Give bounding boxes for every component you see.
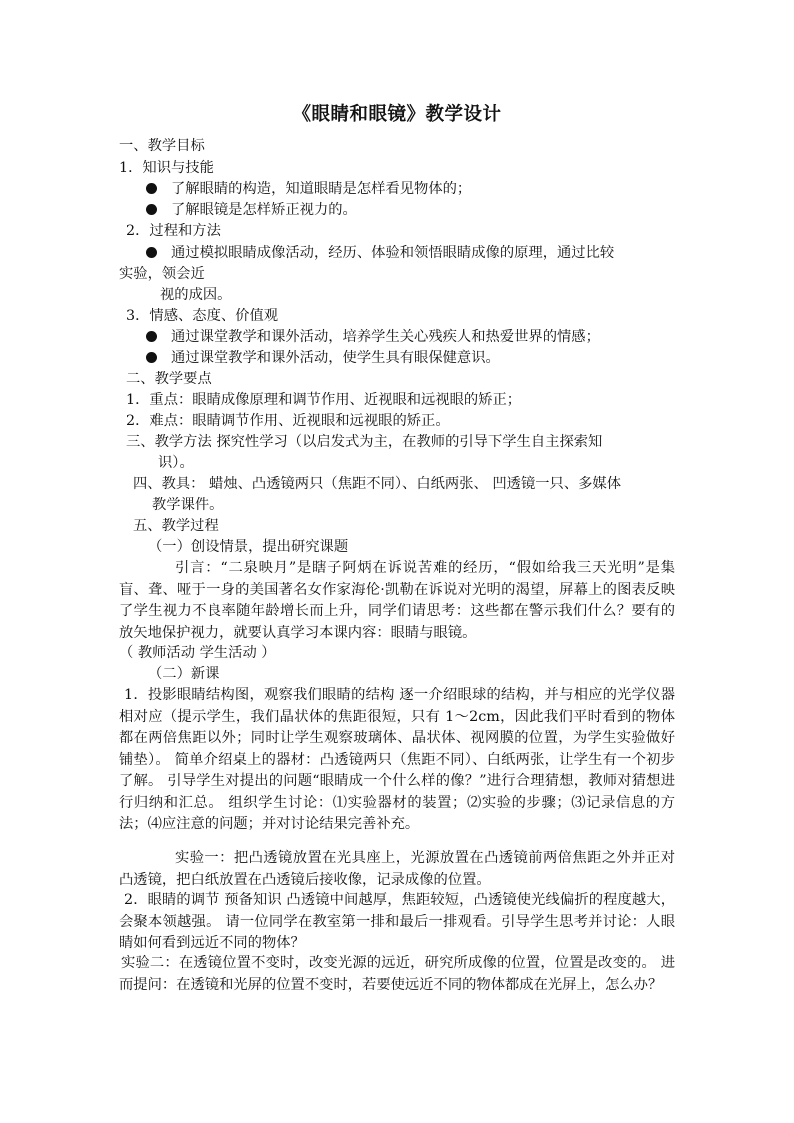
- bullet-text: 了解眼睛的构造，知道眼睛是怎样看见物体的；: [171, 181, 472, 197]
- section-heading-objectives: 一、教学目标: [119, 138, 205, 154]
- section-heading-process: 五、教学过程: [133, 518, 219, 534]
- bullet-icon: [146, 352, 157, 363]
- subheading-new-lesson: （二）新课: [148, 666, 220, 682]
- bullet-continuation: 实验，领会近: [119, 266, 205, 282]
- section-materials-cont: 教学课件。: [152, 497, 224, 513]
- bullet-icon: [146, 247, 157, 258]
- bullet-text: 通过课堂教学和课外活动，培养学生关心残疾人和热爱世界的情感；: [171, 329, 600, 345]
- subheading-scenario: （一）创设情景，提出研究课题: [148, 539, 349, 555]
- subheading-values: 3．情感、态度、价值观: [126, 308, 279, 324]
- bullet-icon: [146, 331, 157, 342]
- bullet-item: [146, 200, 357, 222]
- keypoint-item: 2．难点：眼睛调节作用、近视眼和远视眼的矫正。: [126, 413, 450, 429]
- subheading-knowledge: 1．知识与技能: [119, 160, 214, 176]
- section-materials: 四、教具： 蜡烛、凸透镜两只（焦距不同）、白纸两张、 凹透镜一只、多媒体: [133, 476, 622, 492]
- activity-roles: （ 教师活动 学生活动 ）: [119, 645, 276, 661]
- bullet-item: [146, 243, 614, 265]
- subheading-process: 2．过程和方法: [126, 223, 221, 239]
- bullet-icon: [146, 183, 157, 194]
- lesson-paragraph-2: 2．眼睛的调节 预备知识 凸透镜中间越厚，焦距较短，凸透镜使光线偏折的程度越大，会聚本领越强。 请一位同学在教室第一排和最后一排观看。引导学生思考并讨论：人眼睛如何看到远近不同的物体？: [119, 892, 675, 951]
- bullet-item: [146, 348, 500, 370]
- section-methods-cont: 识）。: [158, 455, 194, 471]
- bullet-text: 通过课堂教学和课外活动，使学生具有眼保健意识。: [171, 350, 500, 366]
- experiment-one: 实验一：把凸透镜放置在光具座上，光源放置在凸透镜前两倍焦距之外并正对凸透镜，把白纸放置在凸透镜后接收像，记录成像的位置。: [119, 850, 675, 888]
- bullet-item: [146, 179, 471, 201]
- bullet-icon: [146, 204, 157, 215]
- document-title: 《眼睛和眼镜》教学设计: [292, 104, 502, 125]
- section-methods: 三、教学方法 探究性学习（以启发式为主，在教师的引导下学生自主探索知: [126, 434, 603, 450]
- bullet-text: 了解眼镜是怎样矫正视力的。: [171, 202, 357, 218]
- lesson-paragraph-1: 1．投影眼睛结构图，观察我们眼睛的结构 逐一介绍眼球的结构，并与相应的光学仪器相对应（提示学生，我们晶状体的焦距很短，只有 1～2cm，因此我们平时看到的物体都在两倍焦距以外；同时让学生观察玻璃体、晶状体、视网膜的位置，为学生实验做好铺垫）。 简单介绍桌上的器材：凸透镜两只（焦距不同）、白纸两张，让学生有一个初步了解。 引导学生对提出的问题“眼睛成一个什么样的像？”进行合理猜想，教师对猜想进行归纳和汇总。 组织学生讨论：⑴实验器材的装置；⑵实验的步骤；⑶记录信息的方法；⑷应注意的问题；并对讨论结果完善补充。: [119, 687, 675, 832]
- section-heading-keypoints: 二、教学要点: [126, 371, 212, 387]
- bullet-continuation: 视的成因。: [160, 287, 232, 303]
- bullet-text: 通过模拟眼睛成像活动，经历、体验和领悟眼睛成像的原理，通过比较: [171, 245, 615, 261]
- keypoint-item: 1．重点：眼睛成像原理和调节作用、近视眼和远视眼的矫正；: [126, 392, 522, 408]
- intro-paragraph: 引言：“二泉映月”是瞎子阿炳在诉说苦难的经历，“假如给我三天光明”是集盲、聋、哑于一身的美国著名女作家海伦·凯勒在诉说对光明的渴望，屏幕上的图表反映了学生视力不良率随年龄增长而上升，同学们请思考：这些都在警示我们什么？要有的放矢地保护视力，就要认真学习本课内容：眼睛与眼镜。: [119, 560, 675, 641]
- experiment-two: 实验二：在透镜位置不变时，改变光源的远近，研究所成像的位置，位置是改变的。 进而提问：在透镜和光屏的位置不变时，若要使远近不同的物体都成在光屏上，怎么办？: [119, 955, 675, 993]
- bullet-item: [146, 327, 600, 349]
